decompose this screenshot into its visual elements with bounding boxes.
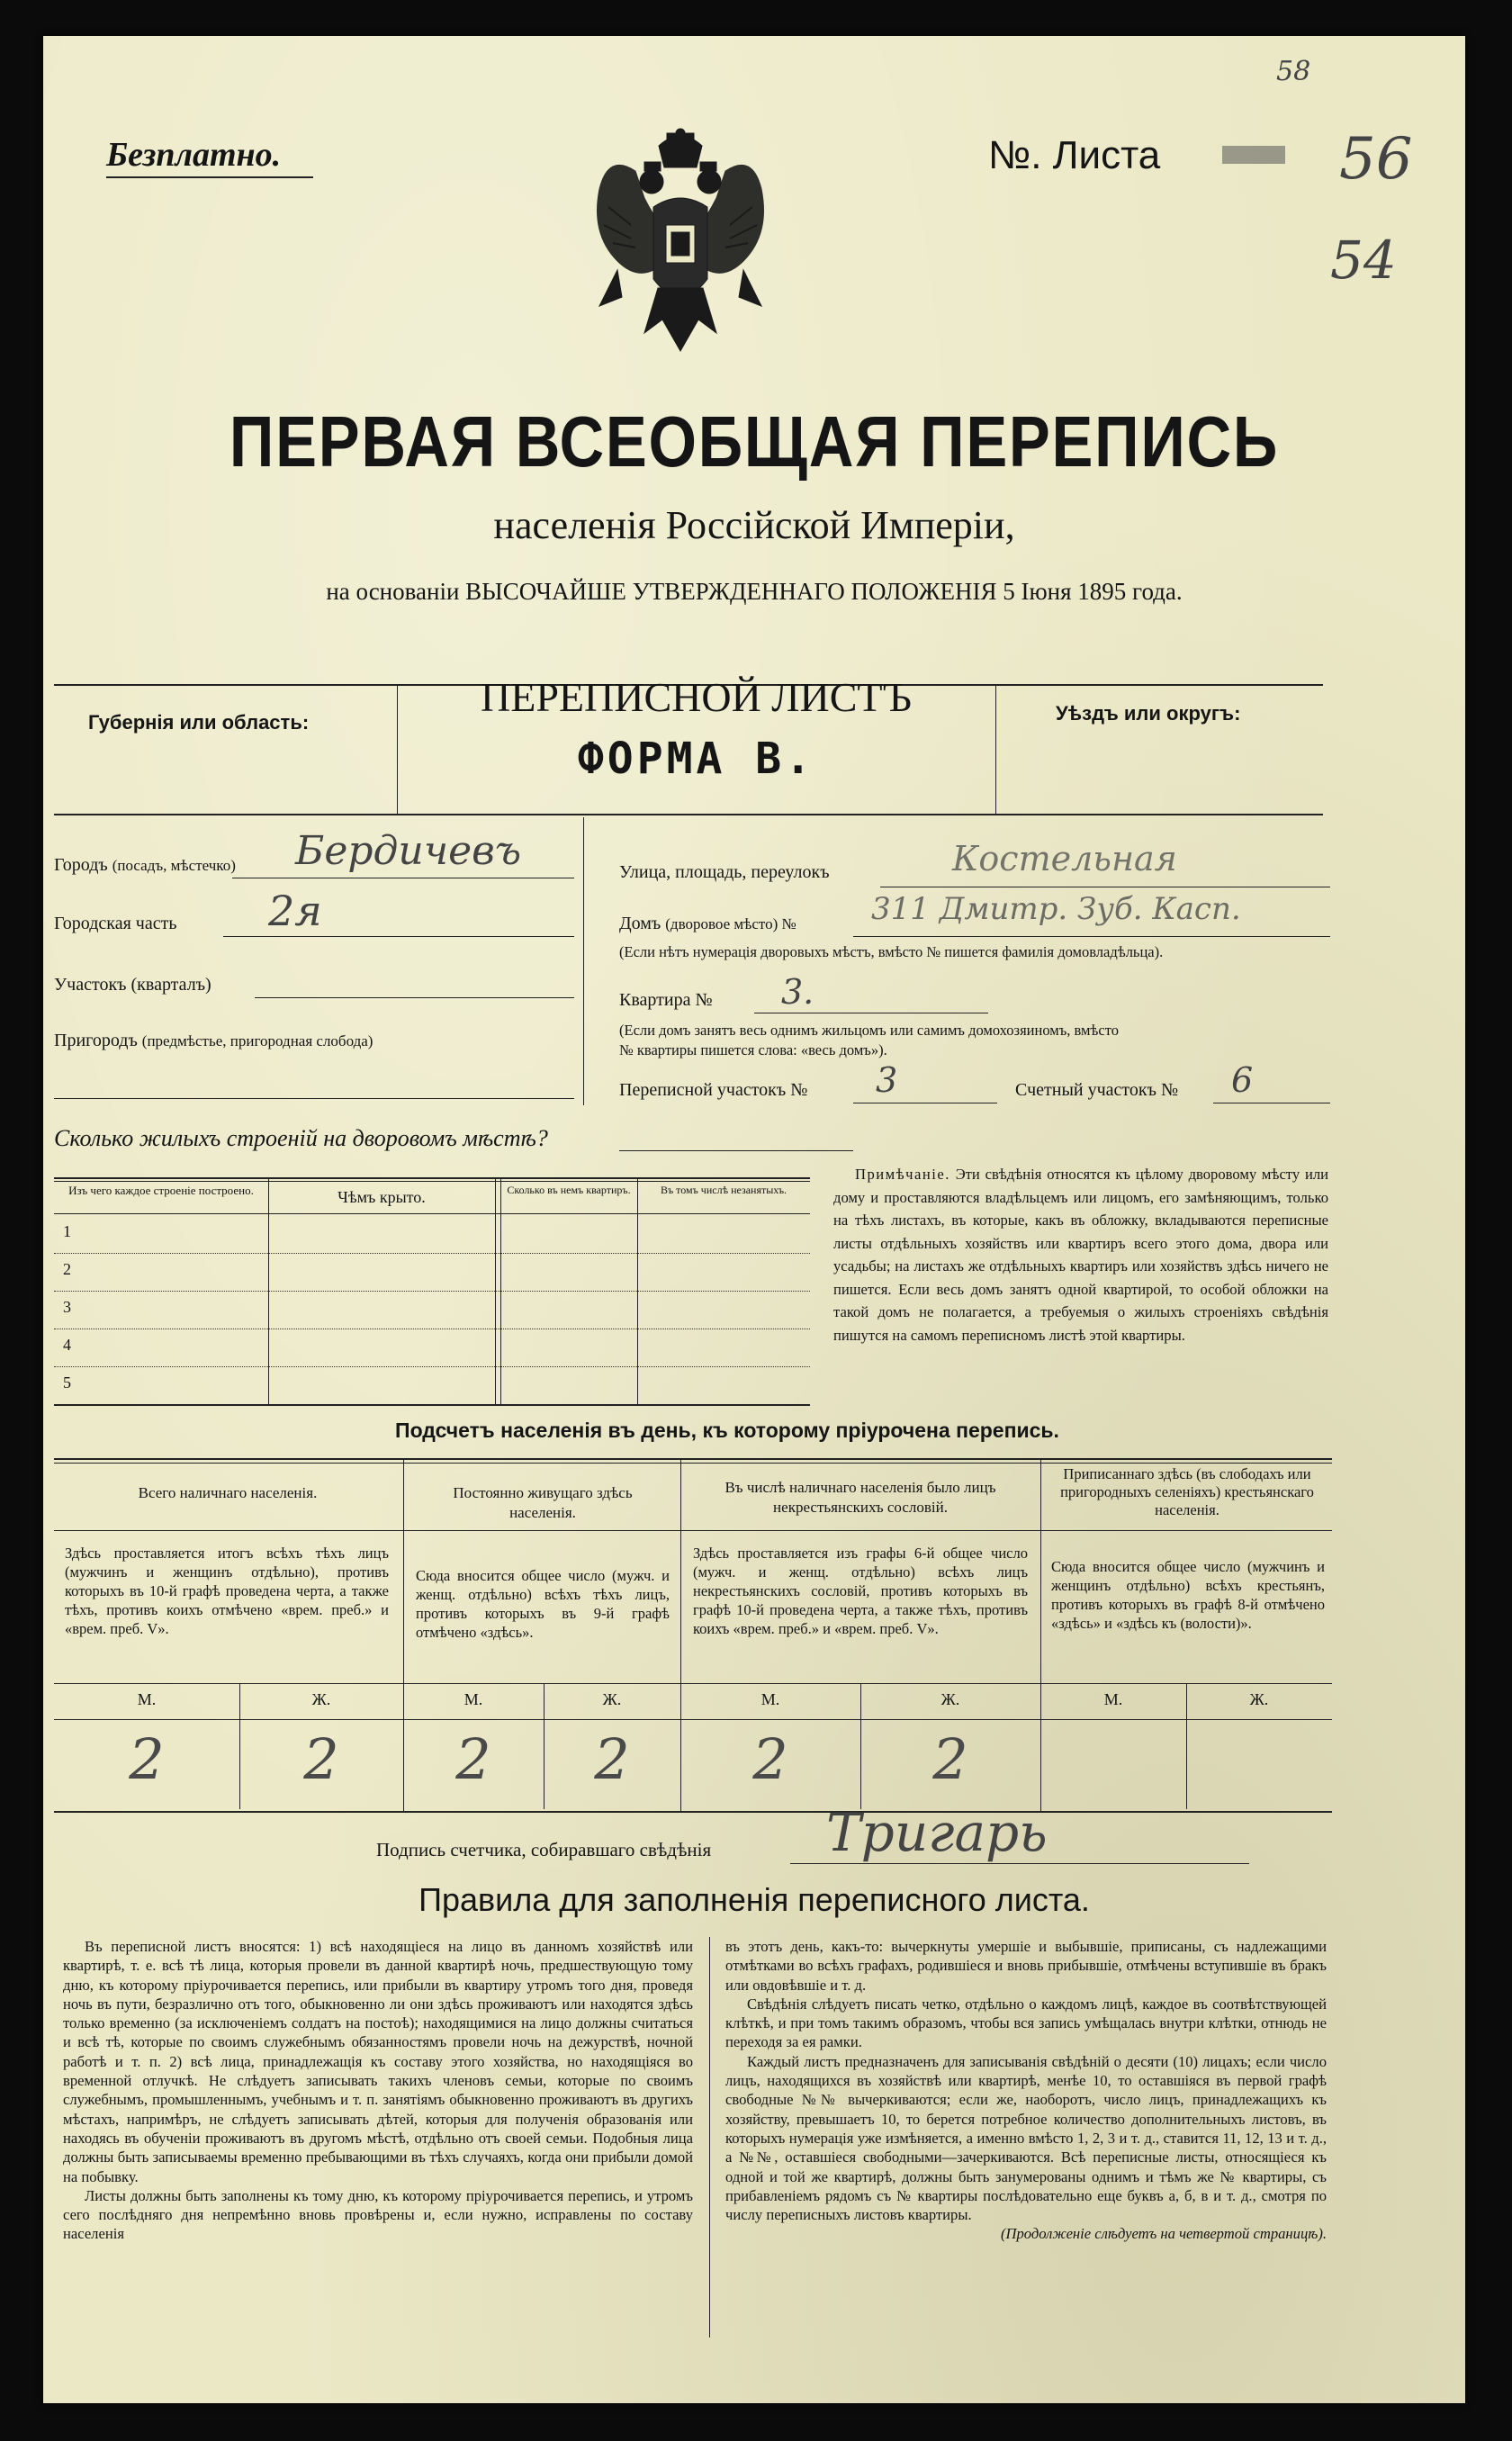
rules-right-column <box>725 1937 1327 2244</box>
free-underline <box>106 176 313 178</box>
census-sheet <box>43 36 1465 2403</box>
margin-number-1: 58 <box>1276 56 1311 87</box>
pop-col4-head: Приписаннаго здѣсь (въ слободахъ или пригородныхъ селеніяхъ) крестьянскаго населенія. <box>1060 1465 1314 1518</box>
buildings-row-1: 1 <box>63 1222 71 1240</box>
sheet-number-smudge <box>1222 146 1285 164</box>
house-value: 311 Дмитр. Зуб. Касп. <box>871 891 1241 927</box>
pop-col4-body: Сюда вносится общее число (мужчинъ и женщинъ отдѣльно) всѣхъ крестьянъ, противъ которыхъ въ графѣ 8-й отмѣчено «здѣсь» и «здѣсь къ (волости)». <box>1051 1558 1325 1632</box>
pop-col1-body: Здѣсь проставляется итогъ всѣхъ тѣхъ лицъ (мужчинъ и женщинъ отдѣльно), противъ которыхъ въ 10-й графѣ проведена черта, а также тѣхъ, противъ коихъ отмѣчено «врем. преб.» и «врем. преб. V». <box>65 1545 389 1637</box>
apartment-note-2: № квартиры пишется слова: «весь домъ»). <box>619 1041 887 1058</box>
buildings-col-roof: Чѣмъ крыто. <box>338 1188 426 1206</box>
buildings-row-3: 3 <box>63 1298 71 1316</box>
rules-left-column <box>63 1937 693 2244</box>
sheet-number-label: №. Листа <box>988 133 1161 177</box>
census-section-value: 3 <box>876 1060 898 1100</box>
rules-right-paragraph-1: въ этотъ день, какъ-то: вычеркнуты умершіе и выбывшіе, приписаны, съ надлежащими отмѣтками во всѣхъ графахъ, родившіеся и вновь прибывшіе, отмѣчены вступившіе въ бракъ или овдовѣвшіе и т. д. <box>725 1938 1327 1994</box>
rules-left-paragraph-2: Листы должны быть заполнены къ тому дню, къ которому пріурочивается перепись, и утромъ сего послѣдняго дня непремѣнно вновь провѣрены и, если нужно, исправлены по составу населенія <box>63 2186 693 2243</box>
apartment-value: 3. <box>781 972 814 1012</box>
pop-col2-body: Сюда вносится общее число (мужч. и женщ. отдѣльно) всѣхъ тѣхъ лицъ, противъ которыхъ въ 9-й графѣ отмѣчено «здѣсь». <box>416 1567 670 1641</box>
pop-col1-head: Всего наличнаго населенія. <box>138 1484 318 1501</box>
rules-right-paragraph-2: Свѣдѣнія слѣдуетъ писать четко, отдѣльно о каждомъ лицѣ, каждое въ соотвѣтствующей клѣткѣ, и при томъ такимъ образомъ, чтобы вся запись умѣщалась внутри клѣтки, отнюдь не переходя за ея рамки. <box>725 1995 1327 2051</box>
city-value: Бердичевъ <box>295 828 522 874</box>
city-label: Городъ (посадъ, мѣстечко) <box>54 855 236 875</box>
suburb-label: Пригородъ (предмѣстье, пригородная слобода) <box>54 1031 374 1050</box>
pop-col3-male-label: М. <box>760 1690 780 1708</box>
pop-col1-female-label: Ж. <box>311 1690 331 1708</box>
census-subtitle: населенія Россійской Имперіи, <box>493 503 1015 547</box>
buildings-row-2: 2 <box>63 1260 71 1278</box>
signature-label: Подпись счетчика, собиравшаго свѣдѣнія <box>376 1839 712 1860</box>
census-section-label: Переписной участокъ № <box>619 1080 808 1100</box>
pop-col4-female-label: Ж. <box>1249 1690 1269 1708</box>
buildings-table <box>54 1177 810 1406</box>
pop-col2-female-value: 2 <box>594 1726 630 1792</box>
population-title: Подсчетъ населенія въ день, къ которому пріурочена перепись. <box>395 1419 1059 1442</box>
pop-col1-male-label: М. <box>137 1690 157 1708</box>
rules-left-paragraph-1: Въ переписной листъ вносятся: 1) всѣ находящіеся на лицо въ данномъ хозяйствѣ или квартирѣ, т. е. всѣ тѣ лица, которыя провели въ данной квартирѣ ночь, предшествующую тому дню, къ которому пріурочивается перепись, или прибыли въ квартиру утромъ того дня, проведя ночь въ пути, безразлично отъ того, обыкновенно ли они здѣсь проживаютъ или находятся здѣсь только временно (за исключеніемъ солдатъ на постоѣ); находящимися на лицо должны считаться и всѣ тѣ, которые по своимъ служебнымъ обязанностямъ провели ночь на дежурствѣ, ночной работѣ и т. п. 2) всѣ лица, принадлежащія къ составу этого хозяйства, но находящіяся во временной отлучкѣ. Не слѣдуетъ записывать такихъ членовъ семьи, которые по своимъ служебнымъ, промышленнымъ, учебнымъ и т. п. занятіямъ обыкновенно проживаютъ въ другихъ мѣстахъ, напримѣръ, не слѣдуетъ записывать дѣтей, которыя для полученія образованія или находясь въ обученіи проживаютъ въ другомъ мѣстѣ, отдѣльно отъ своей семьи. Подобныя лица должны быть записываемы временно пребывающими въ тѣхъ случаяхъ, когда они прибыли домой на побывку. <box>63 1938 693 2185</box>
census-basis: на основаніи ВЫСОЧАЙШЕ УТВЕРЖДЕННАГО ПОЛОЖЕНІЯ 5 Іюня 1895 года. <box>326 578 1183 605</box>
rules-right-paragraph-3: Каждый листъ предназначенъ для записыванія свѣдѣній о десяти (10) лицахъ; если число лицъ, находящихся въ хозяйствѣ или квартирѣ, менѣе 10, то оставшіяся въ первой графѣ свободные №№ вычеркиваются; если же, наоборотъ, число лицъ, принадлежащихъ къ хозяйству, превышаетъ 10, то берется потребное количество дополнительныхъ листовъ, въ которыхъ нумерація уже измѣняется, а именно вмѣсто 1, 2, 3 и т. д., ставится 11, 12, 13 и т. д., а №№, оставшіеся свободными—зачеркиваются. Всѣ переписные листы, относящіеся къ одной и той же квартирѣ, должны быть занумерованы однимъ и тѣмъ же № квартиры, съ прибавленіемъ рядомъ съ № квартиры послѣдовательно еще буквъ а, б, в и т. д., смотря по числу переписныхъ листовъ квартиры. <box>725 2052 1327 2224</box>
uyezd-label: Уѣздъ или округъ: <box>1056 702 1241 725</box>
pop-col3-female-value: 2 <box>932 1726 968 1792</box>
district-value: 2я <box>268 887 322 935</box>
rules-continued: (Продолженіе слѣдуетъ на четвертой страницѣ). <box>1000 2225 1327 2243</box>
pop-col2-female-label: Ж. <box>602 1690 622 1708</box>
double-headed-eagle-emblem <box>581 126 779 369</box>
buildings-col-vacant: Въ томъ числѣ незанятыхъ. <box>660 1184 788 1196</box>
buildings-note: Примѣчаніе. Эти свѣдѣнія относятся къ цѣлому дворовому мѣсту или дому и проставляются владѣльцемъ или лицомъ, его замѣняющимъ, только на тѣхъ листахъ, въ которые, какъ въ обложку, вкладываются переписные листы отдѣльныхъ хозяйствъ или квартиръ всего этого дома, двора или усадьбы; на листахъ же отдѣльныхъ квартиръ или хозяйствъ здѣсь ничего не пишется. Если весь домъ занятъ одной квартирой, то особой обложки на такой домъ не полагается, а требуемыя о жилыхъ строеніяхъ свѣдѣнія пишутся на самомъ переписномъ листѣ этой квартиры. <box>833 1166 1328 1344</box>
buildings-row-4: 4 <box>63 1336 71 1354</box>
form-type: ФОРМА В. <box>577 734 815 784</box>
house-label: Домъ (дворовое мѣсто) № <box>619 914 796 933</box>
pop-col2-male-label: М. <box>464 1690 483 1708</box>
census-title: ПЕРВАЯ ВСЕОБЩАЯ ПЕРЕПИСЬ <box>229 401 1280 482</box>
province-label: Губернія или область: <box>88 711 310 734</box>
buildings-row-5: 5 <box>63 1374 71 1392</box>
pop-col4-male-label: М. <box>1103 1690 1123 1708</box>
count-section-label: Счетный участокъ № <box>1015 1080 1179 1100</box>
signature-value: Тригарь <box>826 1802 1048 1863</box>
pop-col1-male-value: 2 <box>129 1726 165 1792</box>
pop-col1-female-value: 2 <box>303 1726 339 1792</box>
street-value: Костельная <box>952 839 1177 878</box>
margin-number-3: 54 <box>1330 230 1397 291</box>
district-label: Городская часть <box>54 914 177 933</box>
buildings-question: Сколько жилыхъ строеній на дворовомъ мѣстѣ? <box>54 1125 548 1151</box>
street-label: Улица, площадь, переулокъ <box>619 862 830 882</box>
rules-title: Правила для заполненія переписного листа. <box>418 1881 1090 1918</box>
section-label: Участокъ (кварталъ) <box>54 975 212 995</box>
sheet-title: ПЕРЕПИСНОЙ ЛИСТЪ <box>481 674 912 720</box>
house-note: (Если нѣтъ нумерація дворовыхъ мѣстъ, вмѣсто № пишется фамилія домовладѣльца). <box>619 943 1164 960</box>
count-section-value: 6 <box>1231 1060 1254 1100</box>
apartment-note-1: (Если домъ занятъ весь однимъ жильцомъ или самимъ домохозяиномъ, вмѣсто <box>619 1022 1119 1039</box>
pop-col3-female-label: Ж. <box>940 1690 960 1708</box>
free-label: Безплатно. <box>106 136 282 174</box>
apartment-label: Квартира № <box>619 990 713 1010</box>
margin-number-2: 56 <box>1339 126 1413 193</box>
pop-col3-body: Здѣсь проставляется изъ графы 6-й общее число (мужч. и женщ. отдѣльно) всѣхъ лицъ некрестьянскихъ сословій, противъ которыхъ въ графѣ 10-й проведена черта, а также тѣхъ, противъ коихъ «врем. преб.» и «врем. преб. V». <box>693 1545 1028 1637</box>
pop-col2-head: Постоянно живущаго здѣсь населенія. <box>453 1484 633 1521</box>
buildings-col-apartments: Сколько въ немъ квартиръ. <box>507 1184 631 1196</box>
buildings-col-material: Изъ чего каждое строеніе построено. <box>68 1184 254 1197</box>
pop-col3-male-value: 2 <box>752 1726 788 1792</box>
pop-col2-male-value: 2 <box>455 1726 491 1792</box>
pop-col3-head: Въ числѣ наличнаго населенія было лицъ некрестьянскихъ сословій. <box>724 1479 996 1516</box>
